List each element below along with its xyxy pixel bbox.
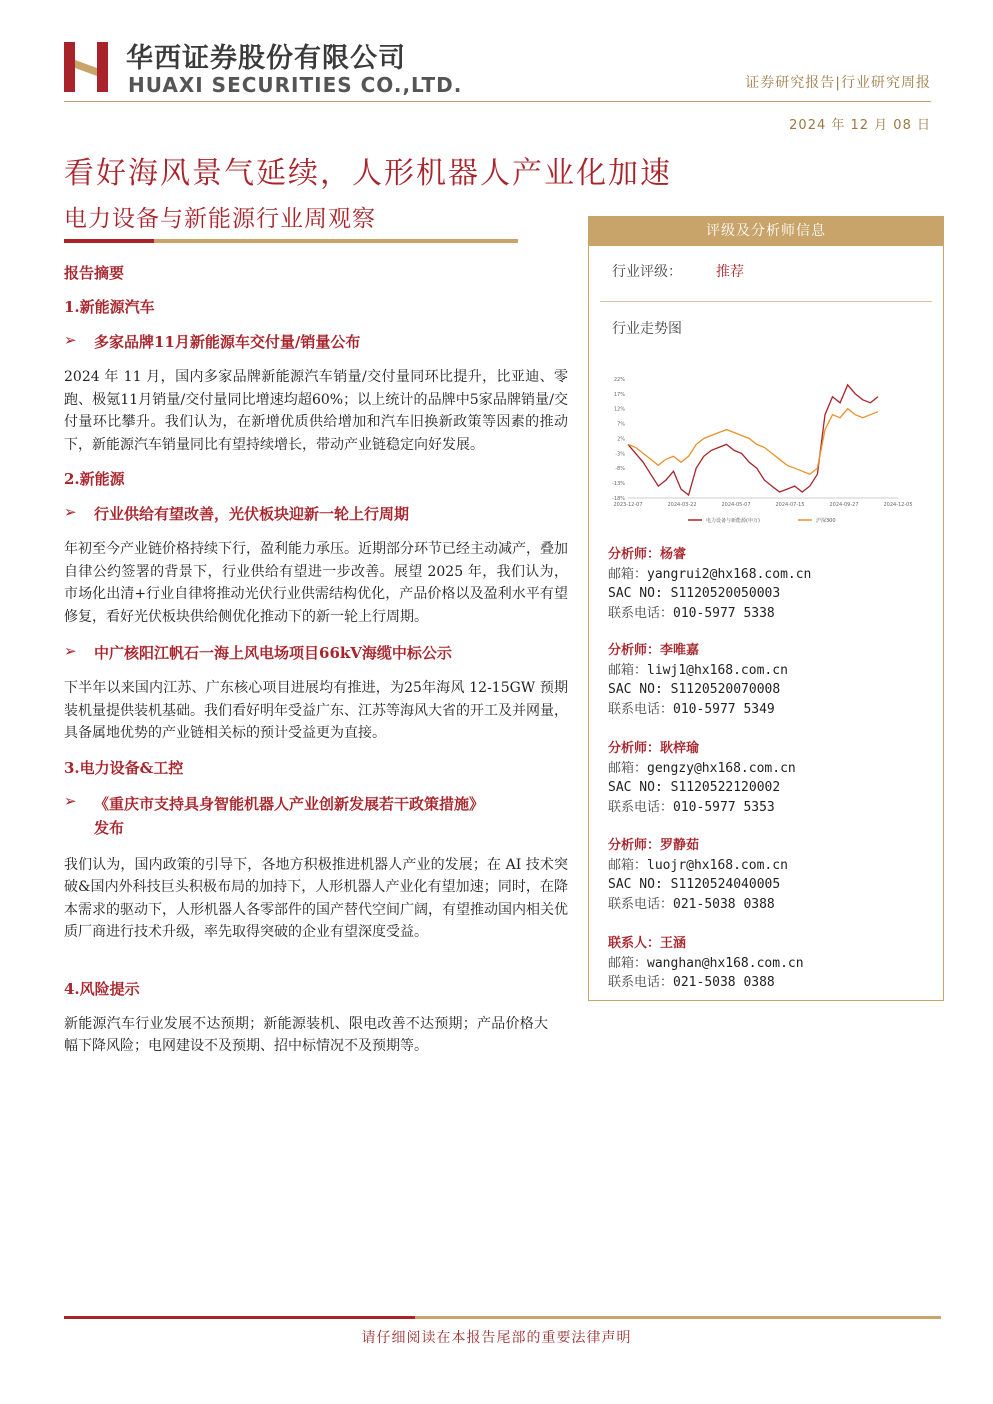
analyst-sac: SAC NO: S1120520050003: [608, 586, 781, 601]
y-tick-label: -8%: [615, 466, 625, 473]
analyst-phone: 010-5977 5338: [673, 605, 775, 621]
x-tick-label: 2024-07-15: [775, 502, 805, 508]
contact-phone: 021-5038 0388: [673, 975, 775, 990]
section-paragraph: 2024 年 11 月，国内多家品牌新能源汽车销量/交付量同环比提升，比亚迪、零跑、极氪11月销量/交付量同比增速均超60%；以上统计的品牌中5家品牌销量/交付量环比攀升。我们认为，在新增优质供给增加和汽车旧换新政策等因素的推动下，新能源汽车销量同比有望持续增长，带动产业链稳定向好发展。: [64, 369, 568, 453]
analyst-card: 分析师：耿梓瑜 邮箱：gengzy@hx168.com.cn SAC NO: S1120522120002 联系电话：010-5977 5353: [608, 741, 796, 815]
report-date: 2024 年 12 月 08 日: [789, 118, 931, 133]
industry-rating: [612, 261, 744, 281]
y-tick-label: -18%: [612, 496, 625, 502]
contact-email: wanghan@hx168.com.cn: [647, 955, 804, 971]
bullet-title: ➢ 中广核阳江帆石一海上风电场项目66kV海缆中标公示: [64, 642, 452, 662]
x-tick-label: 2024-05-07: [721, 502, 751, 508]
arrow-icon: ➢: [64, 331, 77, 349]
analyst-email: yangrui2@hx168.com.cn: [647, 566, 812, 582]
analyst-card: 分析师：罗静茹 邮箱：luojr@hx168.com.cn SAC NO: S1120524040005 联系电话：021-5038 0388: [608, 838, 788, 912]
series-line-0: [628, 385, 878, 495]
analyst-sac: SAC NO: S1120522120002: [608, 780, 781, 795]
footer-divider: [64, 1316, 941, 1319]
rating-label: 行业评级：: [612, 264, 682, 280]
x-tick-label: 2024-12-05: [883, 502, 913, 508]
company-name-en: HUAXI SECURITIES CO.,LTD.: [128, 73, 463, 97]
analyst-name: 分析师：耿梓瑜: [608, 741, 700, 756]
y-tick-label: -13%: [612, 481, 625, 488]
contact-card: 联系人：王涵 邮箱：wanghan@hx168.com.cn 联系电话：021-5038 0388: [608, 936, 804, 990]
arrow-icon: ➢: [64, 791, 77, 810]
contact-name: 联系人：王涵: [608, 936, 687, 951]
arrow-icon: ➢: [64, 503, 77, 521]
analyst-phone: 021-5038 0388: [673, 896, 775, 912]
analyst-card: 分析师：杨睿 邮箱：yangrui2@hx168.com.cn SAC NO: S1120520050003 联系电话：010-5977 5338: [608, 547, 812, 621]
report-subtitle: 电力设备与新能源行业周观察: [64, 206, 376, 232]
bullet-title: ➢ 《重庆市支持具身智能机器人产业创新发展若干政策措施》 发布: [64, 792, 568, 840]
title-underline: [64, 239, 518, 243]
rating-value: 推荐: [716, 264, 744, 280]
section-heading: 4.风险提示: [64, 979, 140, 998]
section-paragraph: 年初至今产业链价格持续下行，盈利能力承压。近期部分环节已经主动减产，叠加自律公约签署的背景下，行业供给有望进一步改善。展望 2025 年，我们认为，市场化出清+行业自律将推动光伏行业供需结构优化，产品价格以及盈利水平有望修复，看好光伏板块供给侧优化推动下的新一轮上行周期。: [64, 541, 568, 625]
y-tick-label: 2%: [617, 436, 625, 443]
y-tick-label: -3%: [615, 451, 625, 458]
section-heading: 3.电力设备&工控: [64, 758, 184, 777]
series-line-1: [628, 409, 878, 475]
analyst-email: liwj1@hx168.com.cn: [647, 662, 788, 678]
y-tick-label: 22%: [613, 376, 625, 383]
x-tick-label: 2024-09-27: [829, 502, 859, 508]
header-divider: [64, 101, 931, 102]
section-paragraph: 下半年以来国内江苏、广东核心项目进展均有推进，为25年海风 12-15GW 预期装机量提供装机基础。我们看好明年受益广东、江苏等海风大省的开工及并网量，具备属地优势的产业链相关标的预计受益更为直接。: [64, 680, 568, 741]
x-tick-label: 2024-03-22: [667, 502, 697, 508]
analyst-name: 分析师：杨睿: [608, 547, 687, 562]
report-type: 证券研究报告|行业研究周报: [745, 75, 931, 91]
analyst-name: 分析师：罗静茹: [608, 838, 700, 853]
x-tick-label: 2023-12-07: [613, 502, 643, 508]
report-summary: [64, 262, 568, 1058]
analyst-email: gengzy@hx168.com.cn: [647, 760, 796, 776]
legend-label: 电力设备与新能源(申万): [706, 518, 760, 524]
box-title: 评级及分析师信息: [588, 216, 944, 246]
legal-notice: 请仔细阅读在本报告尾部的重要法律声明: [361, 1330, 632, 1346]
arrow-icon: ➢: [64, 642, 77, 660]
legend-label: 沪深300: [816, 518, 836, 524]
analyst-email: luojr@hx168.com.cn: [647, 857, 788, 873]
company-name-cn: 华西证券股份有限公司: [126, 43, 406, 74]
analyst-box-bottom: [588, 1000, 944, 1001]
analyst-sac: SAC NO: S1120520070008: [608, 682, 781, 697]
y-tick-label: 7%: [617, 421, 625, 428]
section-heading: 2.新能源: [64, 470, 125, 488]
report-title: 看好海风景气延续，人形机器人产业化加速: [64, 156, 672, 191]
bullet-title: ➢ 行业供给有望改善，光伏板块迎新一轮上行周期: [64, 503, 410, 523]
analyst-card: 分析师：李唯嘉 邮箱：liwj1@hx168.com.cn SAC NO: S1120520070008 联系电话：010-5977 5349: [608, 643, 788, 717]
trend-chart-label: 行业走势图: [612, 321, 682, 337]
analyst-name: 分析师：李唯嘉: [608, 643, 700, 658]
y-tick-label: 17%: [613, 391, 625, 398]
company-logo: [64, 38, 108, 96]
section-heading: 1.新能源汽车: [64, 298, 155, 316]
risk-paragraph: 新能源汽车行业发展不达预期；新能源装机、限电改善不达预期；产品价格大幅下降风险；电网建设不及预期、招中标情况不及预期等。: [64, 1015, 548, 1054]
analyst-phone: 010-5977 5349: [673, 701, 775, 717]
analyst-sac: SAC NO: S1120524040005: [608, 877, 781, 892]
section-paragraph: 我们认为，国内政策的引导下，各地方积极推进机器人产业的发展；在 AI 技术突破&国内外科技巨头积极布局的加持下，人形机器人产业化有望加速；同时，在降本需求的驱动下，人形机器人各零部件的国产替代空间广阔，有望推动国内相关优质厂商进行技术升级，率先取得突破的企业有望深度受益。: [64, 856, 568, 940]
y-tick-label: 12%: [613, 406, 625, 413]
analyst-phone: 010-5977 5353: [673, 799, 775, 815]
bullet-title: ➢ 多家品牌11月新能源车交付量/销量公布: [64, 331, 361, 351]
industry-trend-chart: [608, 368, 913, 528]
analyst-info-header: [588, 216, 944, 246]
summary-heading: 报告摘要: [64, 264, 125, 282]
rating-divider: [600, 301, 932, 302]
